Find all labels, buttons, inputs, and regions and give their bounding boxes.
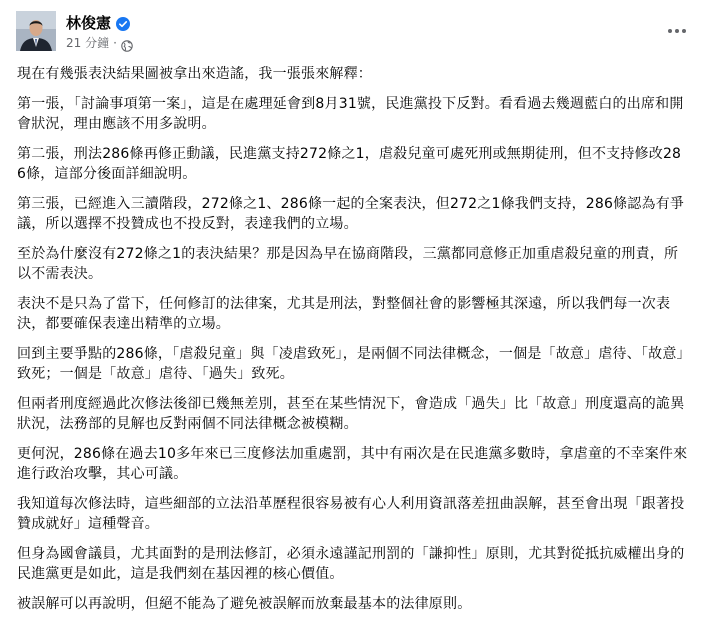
more-options-button[interactable]: [663, 17, 691, 45]
more-options-icon: [668, 29, 686, 33]
post-paragraph: 表決不是只為了當下，任何修訂的法律案，尤其是刑法，對整個社會的影響極其深遠，所以我們每一次表決，都要確保表達出精準的立場。: [17, 296, 671, 332]
author-name[interactable]: 林俊憲: [66, 14, 112, 32]
globe-icon[interactable]: [121, 37, 133, 49]
post-paragraph: 至於為什麼沒有272條之1的表決結果？那是因為早在協商階段，三黨都同意修正加重虐殺兒童的刑責，所以不需表決。: [17, 246, 679, 282]
post-header: [16, 11, 691, 55]
profile-photo: [16, 11, 56, 51]
author-info: [66, 13, 133, 52]
post-body: [17, 64, 689, 624]
meta-separator: ·: [113, 36, 117, 50]
post-paragraph: 第二張，刑法286條再修正動議，民進黨支持272條之1，虐殺兒童可處死刑或無期徒刑，但不支持修改286條，這部分後面詳細說明。: [17, 146, 682, 182]
post-paragraph: 被誤解可以再說明，但絕不能為了避免被誤解而放棄最基本的法律原則。: [17, 596, 472, 612]
post-paragraph: 現在有幾張表決結果圖被拿出來造謠，我一張張來解釋：: [17, 66, 372, 82]
verified-badge-icon: [116, 16, 130, 30]
post-paragraph: 我知道每次修法時，這些細部的立法沿革歷程很容易被有心人利用資訊落差扭曲誤解，甚至會出現「跟著投贊成就好」這種聲音。: [17, 496, 685, 532]
post-meta: [66, 34, 133, 52]
post-timestamp[interactable]: 21 分鐘: [66, 36, 110, 50]
post-paragraph: 第三張，已經進入三讀階段，272條之1、286條一起的全案表決，但272之1條我們支持，286條認為有爭議，所以選擇不投贊成也不投反對，表達我們的立場。: [17, 196, 685, 232]
author-avatar[interactable]: [16, 11, 56, 51]
post-paragraph: 回到主要爭點的286條，「虐殺兒童」與「凌虐致死」，是兩個不同法律概念，一個是「故意」虐待、「故意」致死；一個是「故意」虐待、「過失」致死。: [17, 346, 684, 382]
author-row: [66, 13, 133, 33]
post-paragraph: 第一張，「討論事項第一案」，這是在處理延會到8月31號，民進黨投下反對。看看過去幾週藍白的出席和開會狀況，理由應該不用多說明。: [17, 96, 684, 132]
post-paragraph: 但兩者刑度經過此次修法後卻已幾無差別，甚至在某些情況下，會造成「過失」比「故意」刑度還高的詭異狀況，法務部的見解也反對兩個不同法律概念被模糊。: [17, 396, 685, 432]
post-paragraph: 但身為國會議員，尤其面對的是刑法修訂，必須永遠謹記刑罰的「謙抑性」原則，尤其對從抵抗威權出身的民進黨更是如此，這是我們刻在基因裡的核心價值。: [17, 546, 685, 582]
post-paragraph: 更何況，286條在過去10多年來已三度修法加重處罰，其中有兩次是在民進黨多數時，拿虐童的不幸案件來進行政治攻擊，其心可議。: [17, 446, 688, 482]
